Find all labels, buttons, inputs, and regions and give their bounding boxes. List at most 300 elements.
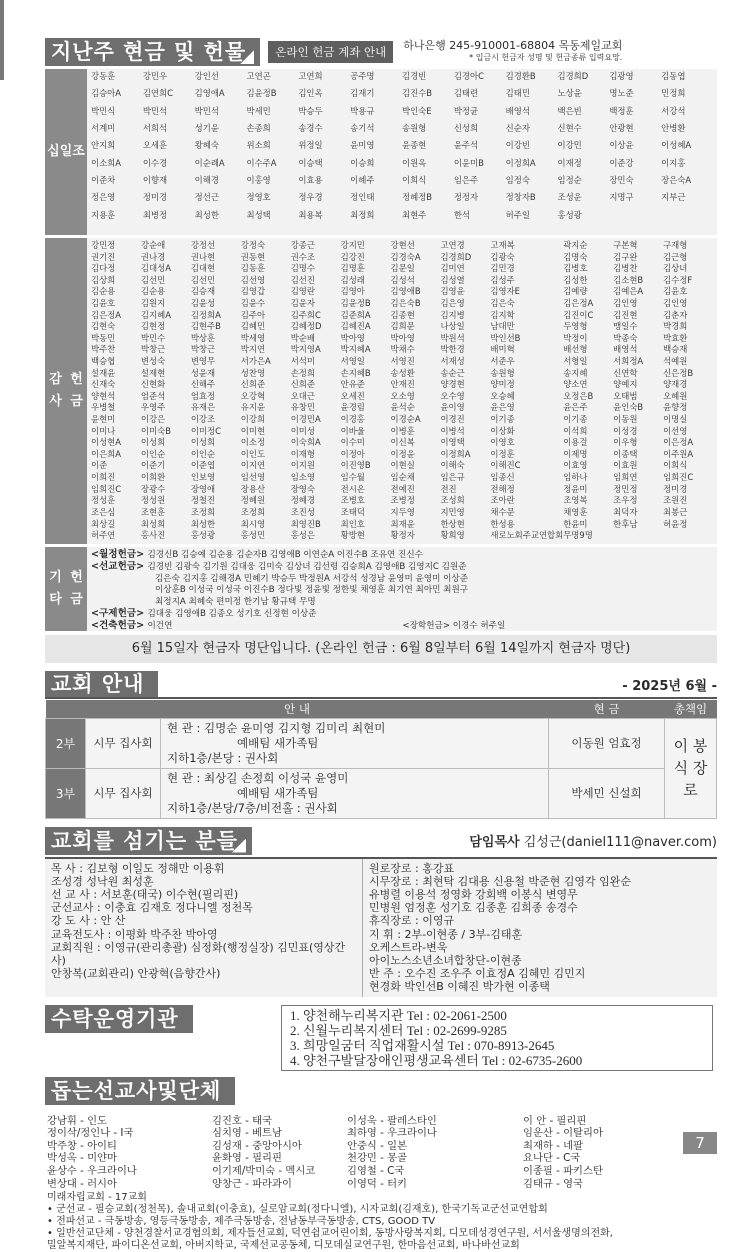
donor-name: 신현화 [141, 379, 191, 391]
donor-name: 김경아C [454, 71, 506, 88]
donor-name: 정민정 [613, 484, 663, 496]
guide-header-cash: 현 금 [549, 700, 665, 718]
donor-name: 김영애A [195, 88, 247, 105]
missions-title: 돕는선교사및단체 [45, 1077, 235, 1105]
donor-name: 오태범 [613, 391, 663, 403]
donor-name: 김광숙 [490, 252, 563, 264]
donor-name: 오대근 [291, 391, 341, 403]
donor-name: 오세진 [341, 391, 391, 403]
donor-name: 김경숙A [391, 252, 441, 264]
donor-name: 고연곤 [246, 71, 298, 88]
donor-name: 신연학 [613, 368, 663, 380]
missionary-item: 심치영 - 베트남 [212, 1127, 347, 1140]
servant-line: 반 주 : 오수진 조우주 이효정A 김혜민 김민지 [369, 967, 631, 980]
servant-line: 오케스트라-변욱 [369, 941, 631, 954]
donor-name: 구본혁 [613, 240, 663, 252]
donations-header [45, 38, 717, 66]
donor-name: 김명훈 [341, 263, 391, 275]
etc-line [91, 585, 713, 596]
donor-name: 김병찬 [613, 263, 663, 275]
etc-names: 김경신B 김승예 김순용 김순자B 김영애B 이연순A 이진수B 조유연 진신수 [148, 550, 423, 560]
bank-account: 하나은행 245-910001-68804 목동제일교회 [403, 39, 622, 52]
donor-name: 최재윤 [391, 519, 441, 531]
donor-name: 조정희 [241, 507, 291, 519]
donor-name: 김상희 [91, 275, 141, 287]
donor-name: 김은영 [440, 298, 490, 310]
donor-name: 배영석 [613, 344, 663, 356]
donor-name: 김선영 [241, 275, 291, 287]
donor-name: 오소영 [391, 391, 441, 403]
donor-name: 김지학 [490, 310, 563, 322]
donor-name: 김주희C [291, 310, 341, 322]
donor-name: 김영자E [490, 286, 563, 298]
donor-name: 최병정 [143, 210, 195, 227]
donor-name: 이강희 [241, 414, 291, 426]
donor-name: 신순자 [506, 123, 558, 140]
donor-name: 정미경 [663, 484, 713, 496]
donor-name: 이준엽 [191, 460, 241, 472]
donor-name: 정철진 [191, 495, 241, 507]
donor-name: 허윤정 [663, 519, 713, 531]
donor-name: 엄효정 [191, 391, 241, 403]
donor-name: 장용산 [241, 484, 291, 496]
donor-name: 조원진 [663, 495, 713, 507]
mission-note: 밀알복지재단, 파이디온선교회, 아버지학교, 국제선교공동체, 디모데실교연구원, 한마음선교회, 바나바선교회 [47, 1240, 715, 1252]
donor-name: 이정희A [506, 158, 558, 175]
donor-name: 이강빈 [506, 140, 558, 157]
donor-name: 박아영 [341, 333, 391, 345]
donor-name: 이상윤 [609, 140, 661, 157]
donor-name: 고연경 [440, 240, 490, 252]
donor-name: 윤석순 [391, 402, 441, 414]
etc-names: 김은숙 김지홍 김해경A 민혜기 박승두 박정원A 서강석 성경남 윤영미 윤영미 이상준 [155, 574, 468, 584]
donor-name: 이효용 [298, 175, 350, 192]
scholarship-donors: <장학헌금> 이경수 허주일 [402, 621, 505, 631]
donor-name: 박인숙E [402, 106, 454, 123]
servant-line: 군선교사 : 이충효 김재호 정다니엘 정천목 [51, 901, 356, 914]
cash-handlers: 이동원 엄효정 [549, 718, 665, 768]
donor-name: 나상일 [440, 321, 490, 333]
donor-name: 박주찬 [91, 344, 141, 356]
donor-name: 최정희 [350, 210, 402, 227]
donor-name: 백승협 [91, 356, 141, 368]
donor-name: 정정자 [454, 192, 506, 209]
donor-name: 이준기 [141, 460, 191, 472]
missionary-item: 윤화영 - 필리핀 [212, 1152, 347, 1165]
orgs-section [45, 1005, 717, 1113]
mission-note: 미래자립교회 - 17교회 [47, 1192, 715, 1204]
donor-name: 김수정F [663, 275, 713, 287]
donor-name: 신성희 [454, 123, 506, 140]
duty-line: 지하1층/본당 : 권사회 [167, 751, 542, 766]
donor-name: 이향재 [143, 175, 195, 192]
donor-name: 강민우 [143, 71, 195, 88]
donor-name: 손정희 [291, 368, 341, 380]
missionary-item: 이성욱 - 팔레스타인 [347, 1115, 523, 1128]
donor-name: 최인호 [341, 519, 391, 531]
notice-banner: 6월 15일자 현금자 명단입니다. (온라인 헌금 : 6월 8일부터 6월 14일까지 현금자 명단) [45, 635, 717, 663]
donor-name: 최봉근 [663, 507, 713, 519]
donor-name: 이승희 [350, 158, 402, 175]
donor-name: 이지홍 [661, 158, 713, 175]
donor-name: 김혜정D [291, 321, 341, 333]
donor-name: 박민석 [195, 106, 247, 123]
donor-name: 임은규 [440, 472, 490, 484]
donor-name: 임소영 [291, 472, 341, 484]
donor-name: 박용규 [350, 106, 402, 123]
donor-name: 임희진C [91, 484, 141, 496]
donor-name: 박순배 [291, 333, 341, 345]
missionary-item: 정이삭/정인나 - I국 [47, 1127, 212, 1140]
donor-name: 김인영 [613, 298, 663, 310]
donor-name: 윤경림 [341, 402, 391, 414]
donor-name: 신재숙 [91, 379, 141, 391]
donor-name: 이선영 [663, 426, 713, 438]
donor-name: 지용훈 [91, 210, 143, 227]
missionary-item: 안중식 - 일본 [347, 1140, 523, 1153]
donor-name: 두영형 [563, 321, 613, 333]
etc-category: <구제헌금> [91, 608, 148, 619]
donor-name: 김태련 [454, 88, 506, 105]
donor-name: 공주명 [350, 71, 402, 88]
donor-name: 홍성은 [291, 530, 341, 542]
donor-name: 성기윤 [195, 123, 247, 140]
donor-name: 김영아 [341, 286, 391, 298]
donor-name: 김은정A [91, 310, 141, 322]
donor-name: 장민숙 [609, 175, 661, 192]
donor-name: 이준 [91, 460, 141, 472]
bank-note: * 입금시 헌금자 성명 및 헌금종류 입력요망. [403, 52, 622, 64]
donor-name: 양미정 [490, 379, 563, 391]
donor-name: 김연희C [143, 88, 195, 105]
donor-name: 고재복 [490, 240, 563, 252]
donor-name: 김성주 [490, 275, 563, 287]
donor-name: 채영훈 [563, 507, 613, 519]
tithe-block [45, 69, 717, 235]
donor-name: 이효영 [563, 460, 613, 472]
donor-name: 김영갑 [241, 286, 291, 298]
donor-name: 임선영 [241, 472, 291, 484]
mission-note: • 일반선교단체 - 양천경찰서교경협의회, 제자들선교회, 덕연쉼교어린이회, 동방사랑복지회, 디모데성경연구원, 서서울생명의전화, [47, 1228, 715, 1240]
missionary-item: 김진호 - 태국 [212, 1115, 347, 1128]
etc-line [91, 574, 713, 585]
donor-name: 이효원 [613, 460, 663, 472]
donor-name: 손지혜B [341, 368, 391, 380]
service-role: 시무 집사회 [86, 718, 161, 768]
donor-name: 윤은주 [563, 402, 613, 414]
donor-name: 이경진 [440, 414, 490, 426]
donor-name: 신희준 [291, 379, 341, 391]
missionary-item: 김영철 - C국 [347, 1165, 523, 1178]
donor-name: 이희식 [663, 460, 713, 472]
donor-name: 무명9명 [563, 530, 613, 542]
donor-name: 윤주석 [454, 140, 506, 157]
guide-row [46, 768, 717, 818]
donor-name: 이성경 [613, 426, 663, 438]
donor-name: 남대만 [490, 321, 563, 333]
donor-name: 박민석 [143, 106, 195, 123]
org-item: 2. 신월누리복지센터 Tel : 02-2699-9285 [290, 1023, 704, 1038]
etc-line [91, 620, 713, 632]
donor-name: 이수미 [341, 437, 391, 449]
servants-right [363, 859, 637, 997]
missionary-item: 이 안 - 필리핀 [523, 1115, 683, 1128]
service-duties [161, 718, 549, 768]
donor-name: 김미연 [440, 263, 490, 275]
donor-name: 권나현 [191, 252, 241, 264]
donor-name: 조태덕 [341, 507, 391, 519]
donor-name: 홍성민 [241, 530, 291, 542]
donor-name: 이강조 [191, 414, 241, 426]
donor-name: 김예량 [563, 286, 613, 298]
servants-title: 교회를 섬기는 분들 [45, 827, 252, 855]
donor-name: 김예은A [613, 286, 663, 298]
donor-name: 송기석 [350, 123, 402, 140]
donor-name: 이정윤 [391, 449, 441, 461]
donor-name: 조병호 [341, 495, 391, 507]
donor-name: 조성희 [440, 495, 490, 507]
missionary-item: 이종필 - 파키스탄 [523, 1165, 683, 1178]
donor-name: 이준강 [609, 158, 661, 175]
donor-name: 안유준 [341, 379, 391, 391]
donor-name: 채수문 [490, 507, 563, 519]
donor-name: 변영무 [191, 356, 241, 368]
donor-name: 이신복 [391, 437, 441, 449]
donor-name: 우영주 [141, 402, 191, 414]
servant-line: 시무장로 : 최현탁 김대용 신용철 박준현 김영각 임완순 [369, 875, 631, 888]
donor-name: 우병철 [91, 402, 141, 414]
servant-line: 강 도 사 : 안 산 [51, 914, 356, 927]
donor-name: 박민수 [141, 333, 191, 345]
donor-name: 박아영 [391, 333, 441, 345]
donor-name: 변성숙 [141, 356, 191, 368]
donor-name: 조우정 [613, 495, 663, 507]
donor-name: 김진수B [402, 88, 454, 105]
donor-name: 강순애 [141, 240, 191, 252]
donor-name: 이지연 [241, 460, 291, 472]
donor-name: 박지연 [241, 344, 291, 356]
donor-name: 권수조 [291, 252, 341, 264]
donor-name: 정윤미 [563, 484, 613, 496]
donor-name: 이인순 [191, 449, 241, 461]
donor-name: 김명숙 [563, 252, 613, 264]
donor-name: 김진이C [563, 310, 613, 322]
donor-name: 이영택 [440, 437, 490, 449]
donor-name: 이미나 [91, 426, 141, 438]
donor-name: 강종근 [291, 240, 341, 252]
donor-name: 이정희A [440, 449, 490, 461]
org-item: 1. 양천해누리복지관 Tel : 02-2061-2500 [290, 1008, 704, 1023]
donor-name: 이기종 [563, 414, 613, 426]
donor-name: 이준차 [91, 175, 143, 192]
donor-name: 김윤호 [91, 298, 141, 310]
missionary-item: 천강민 - 몽골 [347, 1152, 523, 1165]
donor-name: 김승아A [91, 88, 143, 105]
donor-name: 김태민 [506, 88, 558, 105]
donor-name: 박세영 [241, 333, 291, 345]
duty-line: 현 관 : 최상길 손정희 이성국 윤영미 [167, 771, 542, 786]
donor-name: 김광영 [609, 71, 661, 88]
donor-name: 강정선 [191, 240, 241, 252]
donor-name: 이미현 [241, 426, 291, 438]
donor-name: 이인도 [241, 449, 291, 461]
pastor-label: 담임목사 [469, 835, 519, 850]
donor-name: 조성운 [557, 192, 609, 209]
donor-name: 허주일 [506, 210, 558, 227]
donor-name: 이인순 [141, 449, 191, 461]
donor-name: 이동원 [613, 414, 663, 426]
servant-line: 원로장로 : 홍강표 [369, 862, 631, 875]
thanks-names [87, 238, 717, 544]
donor-name: 안재진 [391, 379, 441, 391]
donor-name: 서계미 [91, 123, 143, 140]
donor-name [91, 227, 143, 233]
donor-name: 김원지 [141, 298, 191, 310]
donor-name: 박인선B [490, 333, 563, 345]
donor-name: 이성희 [141, 437, 191, 449]
label-line: 감사 [45, 369, 66, 413]
missionary-item: 양창근 - 파라과이 [212, 1178, 347, 1191]
donor-name: 임종신 [490, 472, 563, 484]
donor-name: 최성한 [191, 519, 241, 531]
donor-name: 조병정 [391, 495, 441, 507]
servant-line: 휴직장로 : 이영규 [369, 914, 631, 927]
donor-name: 신희준 [241, 379, 291, 391]
donor-name: 조정희 [191, 507, 241, 519]
donor-name: 이혜주 [350, 175, 402, 192]
donor-name: 강현선 [391, 240, 441, 252]
donor-name: 송성환 [391, 368, 441, 380]
label-line: 헌금 [66, 567, 87, 611]
donor-name: 이미성 [291, 426, 341, 438]
servant-line: 선 교 사 : 서보훈(태국) 이수현(필리핀) [51, 888, 356, 901]
tithe-names [87, 69, 717, 235]
donor-name: 이해진C [490, 460, 563, 472]
donor-name: 이수주A [246, 158, 298, 175]
duty-line: 예배팀 새가족팀 [167, 736, 542, 751]
donor-name: 민정희 [661, 88, 713, 105]
missionary-item: 박성옥 - 미얀마 [47, 1152, 212, 1165]
donor-name: 최영진B [291, 519, 341, 531]
donor-name: 박경희 [663, 321, 713, 333]
donor-name: 오혜원 [663, 391, 713, 403]
donor-name: 양현석 [91, 391, 141, 403]
donor-name: 김경빈 [402, 71, 454, 88]
donor-name: 송원형 [402, 123, 454, 140]
donor-name: 유재은 [191, 402, 241, 414]
donor-name: 김지혜A [141, 310, 191, 322]
donor-name: 배영석 [506, 106, 558, 123]
donor-name: 박동민 [91, 333, 141, 345]
donor-name: 김윤자 [291, 298, 341, 310]
donor-name: 이순례A [195, 158, 247, 175]
donor-name: 한석 [454, 210, 506, 227]
donor-name: 서영진 [391, 356, 441, 368]
donor-name: 박상훈 [191, 333, 241, 345]
etc-line [91, 597, 713, 608]
missions-footer [45, 1190, 717, 1252]
donor-name: 백승재 [663, 344, 713, 356]
donor-name: 김영윤 [440, 286, 490, 298]
pastor-name: 김성근(daniel111@naver.com) [524, 835, 717, 850]
donor-name: 김상녀 [663, 263, 713, 275]
servant-line: 안창복(교회관리) 안광혁(음향간사) [51, 967, 356, 980]
donor-name: 임정숙 [506, 175, 558, 192]
servant-line: 교육전도사 : 이평화 박주찬 박아영 [51, 928, 356, 941]
donor-name: 오수영 [440, 391, 490, 403]
donor-name: 이성혜A [661, 140, 713, 157]
donor-name [663, 530, 713, 542]
donor-name: 권나경 [141, 252, 191, 264]
etc-names: 김대웅 김영애B 김종오 성기호 신정현 이상준 [148, 609, 317, 619]
donor-name: 최현주 [402, 210, 454, 227]
donor-name: 배선형 [563, 344, 613, 356]
donor-name: 송원형 [490, 368, 563, 380]
etc-block [45, 547, 717, 631]
donor-name: 윤종현 [402, 140, 454, 157]
donor-name: 이경홍 [341, 414, 391, 426]
guide-header-info: 안 내 [46, 700, 549, 718]
donor-name: 김승재 [191, 286, 241, 298]
servant-line: 유병렬 이용석 정영화 강회백 이봉식 변영무 [369, 888, 631, 901]
missions-box [45, 1115, 717, 1252]
donor-name: 홍성광 [191, 530, 241, 542]
donor-name: 김구완 [613, 252, 663, 264]
donor-name: 조진성 [291, 507, 341, 519]
missionary-item: 김태규 - 영국 [523, 1178, 683, 1191]
donor-name: 최시영 [241, 519, 291, 531]
donor-name: 김소현B [613, 275, 663, 287]
donor-name: 조영복 [563, 495, 613, 507]
donor-name: 김경희D [440, 252, 490, 264]
donor-name: 오세훈 [143, 140, 195, 157]
mission-note: • 군선교 - 필승교회(정천목), 솔내교회(이충효), 실로암교회(정다니엘), 시자교회(김재호), 한국기독교군선교연합회 [47, 1204, 715, 1216]
donor-name: 김윤성 [191, 298, 241, 310]
org-list [281, 1005, 713, 1072]
donor-name: 양경현 [440, 379, 490, 391]
donor-name: 최성택 [246, 210, 298, 227]
donor-name: 장영숙 [291, 484, 341, 496]
donor-name: 안광현 [609, 123, 661, 140]
donor-name: 오정은B [563, 391, 613, 403]
missionary-item: 최재하 - 네팔 [523, 1140, 683, 1153]
donor-name: 한윤미 [563, 519, 613, 531]
donor-name: 최덕자 [613, 507, 663, 519]
donor-name: 서영일 [341, 356, 391, 368]
tithe-label: 십일조 [45, 69, 87, 235]
donor-name: 홍성광 [557, 210, 609, 227]
donor-name: 설재윤 [91, 368, 141, 380]
duty-line: 현 관 : 김명순 윤미영 김지형 김미리 최현미 [167, 721, 542, 736]
donor-name: 김은숙 [490, 298, 563, 310]
donor-name: 정은영 [91, 192, 143, 209]
donor-name: 이승택 [298, 158, 350, 175]
donor-name: 최성희 [141, 519, 191, 531]
donor-name: 이미정C [191, 426, 241, 438]
donor-name: 정선근 [195, 192, 247, 209]
donor-name: 이종택 [613, 449, 663, 461]
donor-name: 김동훈 [241, 263, 291, 275]
donor-name: 김지병 [440, 310, 490, 322]
donor-name: 강동훈 [91, 71, 143, 88]
donor-name: 김진현 [613, 310, 663, 322]
donor-name: 이병석 [440, 426, 490, 438]
donor-name: 서재성 [440, 356, 490, 368]
donor-name: 허주연 [91, 530, 141, 542]
donor-name: 전예진 [391, 484, 441, 496]
missions-grid [45, 1115, 717, 1191]
donor-name: 강민정 [91, 240, 141, 252]
